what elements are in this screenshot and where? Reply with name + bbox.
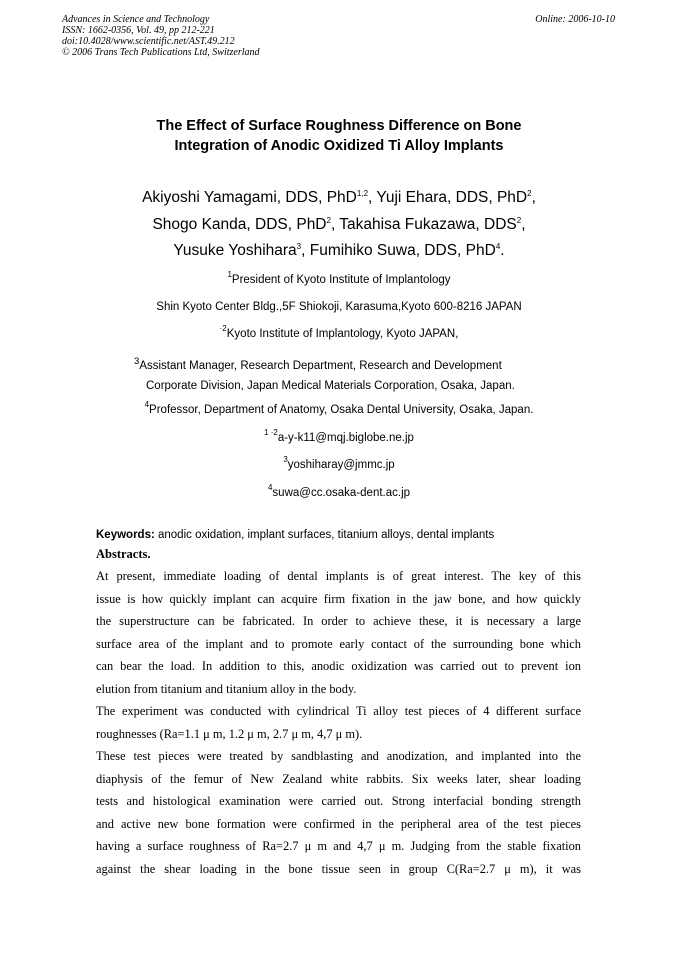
copyright-line: © 2006 Trans Tech Publications Ltd, Switzerland: [62, 47, 260, 58]
affiliation-3-line-2: Corporate Division, Japan Medical Materials Corporation, Osaka, Japan.: [146, 379, 515, 392]
online-date: Online: 2006-10-10: [535, 14, 615, 25]
abstract-line: surface area of the implant and to promote early contact of the surrounding bone which: [96, 636, 581, 651]
author-separator: ,: [531, 189, 536, 206]
email-mark: 4: [267, 483, 273, 492]
affiliation-text: President of Kyoto Institute of Implantology: [231, 274, 451, 286]
keywords-text: anodic oxidation, implant surfaces, titanium alloys, dental implants: [154, 529, 495, 541]
keywords-label: Keywords:: [96, 529, 155, 541]
abstract-line: having a surface roughness of Ra=2.7 μ m and 4,7 μ m. Judging from the stable fixation: [96, 839, 581, 853]
email-address: suwa@cc.osaka-dent.ac.jp: [272, 487, 411, 499]
author-affiliation-mark: 3: [296, 242, 302, 251]
abstract-heading: Abstracts.: [96, 547, 151, 561]
affiliation-4: [0, 400, 678, 420]
affiliation-mark: 4: [144, 400, 150, 409]
abstract-line: diaphysis of the femur of New Zealand white rabbits. Six weeks later, shear loading: [96, 771, 581, 786]
abstract-line: elution from titanium and titanium alloy in the body.: [96, 681, 357, 696]
affiliation-text: Professor, Department of Anatomy, Osaka Dental University, Osaka, Japan.: [149, 404, 534, 416]
author-list: [0, 185, 678, 265]
abstract-line: issue is how quickly implant can acquire firm fixation in the jaw bone, and how quickly: [96, 591, 581, 606]
keywords: [96, 527, 494, 543]
email-1: [0, 428, 678, 448]
author-line-3: [0, 238, 678, 265]
email-mark: 1 ·2: [264, 428, 278, 437]
abstract-line: These test pieces were treated by sandblasting and anodization, and implanted into the: [96, 749, 581, 763]
abstract-line: tests and histological examination were carried out. Strong interfacial bonding strength: [96, 794, 581, 808]
affiliation-mark: 1: [227, 270, 232, 279]
author-name: , Takahisa Fukazawa, DDS: [330, 215, 517, 233]
affiliation-2: [0, 324, 678, 344]
author-name: , Fumihiko Suwa, DDS, PhD: [301, 242, 496, 259]
author-name: , Yuji Ehara, DDS, PhD: [368, 189, 528, 206]
author-affiliation-mark: 2: [527, 189, 532, 198]
email-mark: 3: [283, 455, 288, 464]
author-affiliation-mark: 2: [326, 215, 331, 225]
abstract-line: and active new bone formation were confirmed in the peripheral area of the test pieces: [96, 816, 581, 831]
author-separator: ,: [521, 215, 526, 233]
author-separator: .: [500, 242, 505, 259]
abstract-line: roughnesses (Ra=1.1 μ m, 1.2 μ m, 2.7 μ m, 4,7 μ m).: [96, 726, 363, 741]
email-address: yoshiharay@jmmc.jp: [287, 459, 395, 471]
author-name: Shogo Kanda, DDS, PhD: [152, 215, 327, 233]
affiliation-text: Assistant Manager, Research Department, Research and Development: [139, 359, 502, 372]
affiliation-1: [0, 270, 678, 290]
abstract-line: the superstructure can be fabricated. In order to achieve these, it is necessary a large: [96, 614, 581, 628]
issn-line: ISSN: 1662-0356, Vol. 49, pp 212-221: [62, 25, 215, 36]
author-affiliation-mark: 1,2: [356, 189, 369, 198]
affiliation-3-line-1: [134, 352, 515, 376]
affiliation-1-address: Shin Kyoto Center Bldg.,5F Shiokoji, Karasuma,Kyoto 600-8216 JAPAN: [156, 301, 522, 313]
doi-line: doi:10.4028/www.scientific.net/AST.49.212: [62, 36, 235, 47]
author-affiliation-mark: 4: [495, 242, 501, 251]
abstract-line: against the shear loading in the bone tissue seen in group C(Ra=2.7 μ m), it was: [96, 861, 581, 876]
title-line-2: Integration of Anodic Oxidized Ti Alloy Implants: [174, 138, 504, 154]
journal-header: [62, 14, 260, 58]
author-line-1: [0, 185, 678, 212]
abstract-line: The experiment was conducted with cylindrical Ti alloy test pieces of 4 different surface: [96, 704, 581, 718]
title-line-1: The Effect of Surface Roughness Difference on Bone: [156, 118, 522, 134]
affiliation-3: [134, 352, 515, 396]
paper-title: [0, 116, 678, 156]
author-affiliation-mark: 2: [516, 215, 522, 225]
affiliation-mark: ·2: [219, 324, 227, 333]
abstract-body: [96, 565, 581, 880]
abstract-line: At present, immediate loading of dental implants is of great interest. The key of this: [96, 569, 581, 583]
journal-name: Advances in Science and Technology: [62, 14, 210, 25]
author-name: Yusuke Yoshihara: [173, 242, 297, 259]
affiliation-text: Kyoto Institute of Implantology, Kyoto JAPAN,: [226, 328, 459, 340]
email-4: [0, 483, 678, 503]
affiliation-mark: 3: [134, 356, 140, 367]
author-line-2: [0, 212, 678, 239]
author-name: Akiyoshi Yamagami, DDS, PhD: [142, 189, 357, 206]
email-address: a-y-k11@mqj.biglobe.ne.jp: [277, 432, 414, 444]
email-3: [0, 455, 678, 475]
abstract-line: can bear the load. In addition to this, anodic oxidization was carried out to prevent ion: [96, 659, 581, 673]
